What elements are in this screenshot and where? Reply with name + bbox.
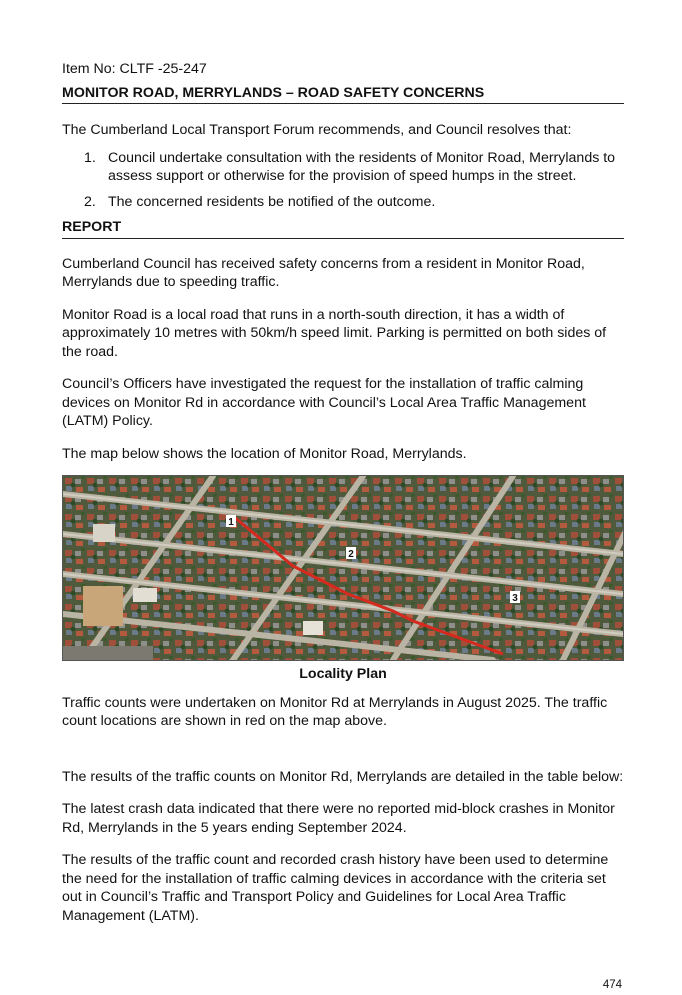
recommendation-number: 2. — [84, 193, 96, 210]
report-paragraph: Cumberland Council has received safety concerns from a resident in Monitor Road, Merrylands due to speeding traffic. — [62, 255, 585, 290]
count-location-label: 1 — [228, 517, 234, 528]
count-location-marker — [346, 547, 356, 560]
item-title: MONITOR ROAD, MERRYLANDS – ROAD SAFETY CONCERNS — [62, 84, 624, 105]
report-paragraph: The latest crash data indicated that there were no reported mid-block crashes in Monitor Rd, Merrylands in the 5 years ending September 2024. — [62, 801, 615, 836]
report-paragraph: The results of the traffic counts on Monitor Rd, Merrylands are detailed in the table below: — [62, 768, 624, 785]
recommendation-text: The concerned residents be notified of the outcome. — [108, 193, 436, 210]
document-page — [62, 60, 624, 925]
recommendation-number: 1. — [84, 149, 96, 166]
locality-map — [62, 475, 624, 661]
report-paragraph: Traffic counts were undertaken on Monitor Rd at Merrylands in August 2025. The traffic count locations are shown in red on the map above. — [62, 694, 608, 729]
count-location-marker — [226, 515, 236, 528]
count-location-label: 2 — [348, 549, 354, 560]
report-paragraph: Council’s Officers have investigated the request for the installation of traffic calming devices on Monitor Rd in accordance with Council’s Local Area Traffic Management (LATM) Policy. — [62, 376, 586, 429]
report-heading: REPORT — [62, 218, 624, 239]
map-caption: Locality Plan — [299, 666, 387, 682]
aerial-map-image — [63, 476, 623, 660]
page-number: 474 — [602, 979, 622, 991]
recommendation-intro: The Cumberland Local Transport Forum recommends, and Council resolves that: — [62, 122, 572, 138]
count-location-marker — [510, 591, 520, 604]
count-location-label: 3 — [512, 593, 518, 604]
item-number: Item No: CLTF -25-247 — [62, 61, 207, 77]
report-paragraph: Monitor Road is a local road that runs in a north-south direction, it has a width of approximately 10 metres with 50km/h speed limit. Parking is permitted on both sides of the road. — [62, 306, 607, 360]
recommendation-item — [62, 193, 624, 212]
recommendation-item — [62, 149, 624, 186]
recommendation-list — [62, 149, 624, 212]
recommendation-text: Council undertake consultation with the residents of Monitor Road, Merrylands to assess support or otherwise for the provision of speed humps in the street. — [108, 149, 616, 184]
report-paragraph: The results of the traffic count and recorded crash history have been used to determine the need for the installation of traffic calming devices in accordance with the criteria set out in Council’s Traffic and Transport Policy and Guidelines for Local Area Traffic Management (LATM). — [62, 852, 609, 924]
report-paragraph: The map below shows the location of Monitor Road, Merrylands. — [62, 445, 467, 462]
